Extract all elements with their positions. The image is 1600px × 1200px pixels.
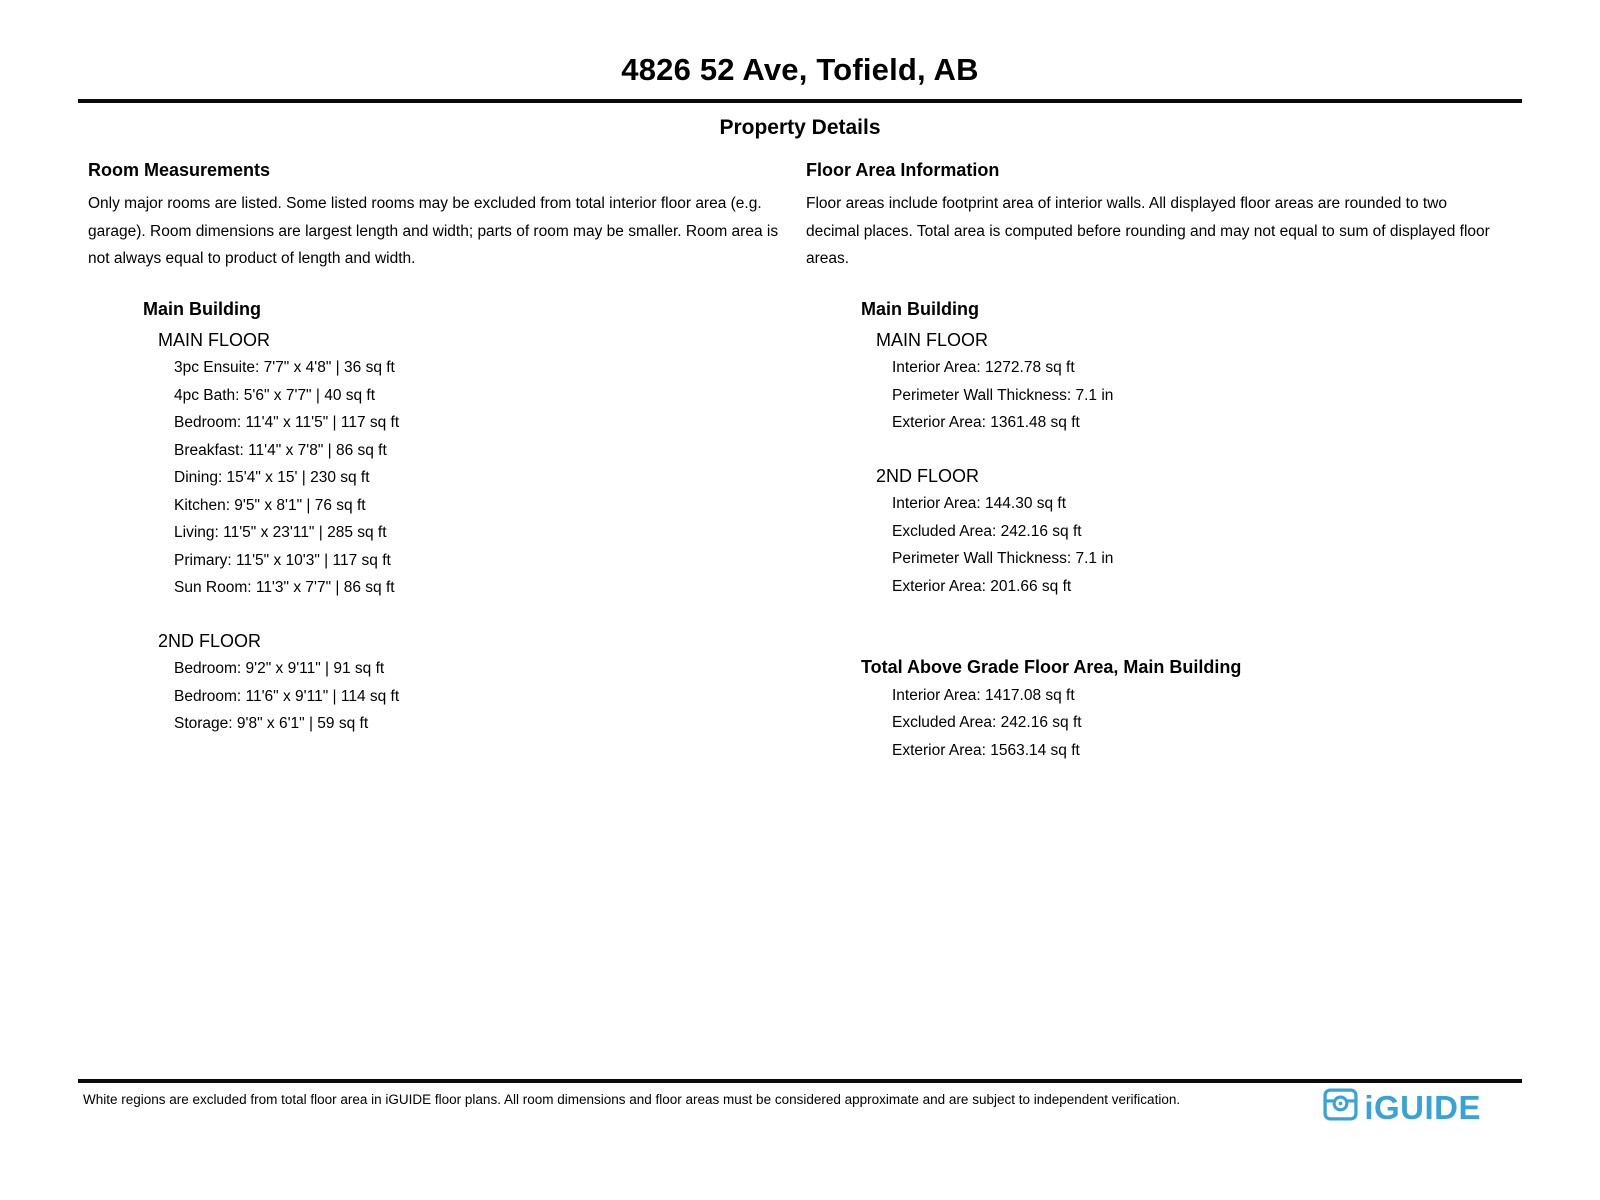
- page-header: [0, 0, 1600, 140]
- floor-stat-item: Excluded Area: 242.16 sq ft: [892, 522, 1082, 540]
- room-measurement-item: Breakfast: 11'4" x 7'8" | 86 sq ft: [174, 441, 387, 459]
- floor-name: MAIN FLOOR: [158, 329, 271, 350]
- floor-stat-list: [892, 490, 1512, 600]
- content-columns: [88, 160, 1512, 764]
- room-measurement-item: Living: 11'5" x 23'11" | 285 sq ft: [174, 524, 387, 541]
- room-measurements-building-block: [143, 299, 806, 738]
- floor-stat-item: Exterior Area: 201.66 sq ft: [892, 577, 1072, 595]
- room-measurements-heading: Room Measurements: [88, 160, 271, 180]
- iguide-logo: [1322, 1086, 1481, 1128]
- floor-name: MAIN FLOOR: [876, 329, 989, 350]
- floor-name: 2ND FLOOR: [876, 465, 980, 486]
- room-measurement-item: Sun Room: 11'3" x 7'7" | 86 sq ft: [174, 579, 395, 596]
- total-stat-list: [892, 682, 1512, 765]
- total-stat-item: Exterior Area: 1563.14 sq ft: [892, 741, 1080, 759]
- room-measurement-item: Dining: 15'4" x 15' | 230 sq ft: [174, 469, 370, 486]
- total-stat-item: Interior Area: 1417.08 sq ft: [892, 686, 1075, 704]
- room-measurement-item: 3pc Ensuite: 7'7" x 4'8" | 36 sq ft: [174, 359, 395, 376]
- room-measurement-item: Kitchen: 9'5" x 8'1" | 76 sq ft: [174, 496, 366, 514]
- room-list: [174, 354, 806, 602]
- room-measurement-item: Bedroom: 9'2" x 9'11" | 91 sq ft: [174, 660, 385, 677]
- floor-area-description: Floor areas include footprint area of interior walls. All displayed floor areas are rounded to two decimal places. Total area is computed before rounding and may not equal to sum of displayed floor areas.: [806, 195, 1490, 267]
- total-above-grade-block: [861, 654, 1512, 764]
- room-measurement-item: 4pc Bath: 5'6" x 7'7" | 40 sq ft: [174, 386, 376, 404]
- header-divider: [78, 99, 1522, 103]
- floor-name: 2ND FLOOR: [158, 630, 262, 651]
- iguide-camera-icon: [1322, 1086, 1359, 1128]
- main-floor-rooms: [158, 327, 806, 602]
- floor-area-information-section: [806, 160, 1512, 764]
- total-stat-item: Excluded Area: 242.16 sq ft: [892, 714, 1082, 731]
- main-floor-areas: [876, 327, 1512, 437]
- floor-stat-item: Interior Area: 1272.78 sq ft: [892, 359, 1075, 376]
- floor-area-building-block: [861, 299, 1512, 601]
- room-measurements-section: [88, 160, 806, 764]
- floor-stat-list: [892, 354, 1512, 437]
- room-measurement-item: Primary: 11'5" x 10'3" | 117 sq ft: [174, 551, 391, 569]
- floor-stat-item: Interior Area: 144.30 sq ft: [892, 495, 1067, 512]
- floor-area-heading: Floor Area Information: [806, 160, 1000, 180]
- floor-stat-item: Exterior Area: 1361.48 sq ft: [892, 414, 1080, 431]
- iguide-logo-text: iGUIDE: [1364, 1088, 1481, 1126]
- room-measurements-description: Only major rooms are listed. Some listed rooms may be excluded from total interior floor area (e.g. garage). Room dimensions are largest length and width; parts of room may be smaller. Room area is not always equal to product of length and width.: [88, 195, 779, 267]
- building-name: Main Building: [143, 298, 261, 319]
- footer-divider: [78, 1079, 1522, 1083]
- page-title: 4826 52 Ave, Tofield, AB: [621, 52, 979, 87]
- floor-stat-item: Perimeter Wall Thickness: 7.1 in: [892, 386, 1114, 404]
- room-measurement-item: Storage: 9'8" x 6'1" | 59 sq ft: [174, 715, 369, 732]
- second-floor-rooms: [158, 628, 806, 738]
- footer-disclaimer: White regions are excluded from total floor area in iGUIDE floor plans. All room dimensions and floor areas must be considered approximate and are subject to independent verification.: [83, 1092, 1181, 1107]
- room-list: [174, 655, 806, 738]
- room-measurement-item: Bedroom: 11'4" x 11'5" | 117 sq ft: [174, 414, 400, 431]
- room-measurement-item: Bedroom: 11'6" x 9'11" | 114 sq ft: [174, 687, 400, 705]
- building-name: Main Building: [861, 298, 979, 319]
- floor-stat-item: Perimeter Wall Thickness: 7.1 in: [892, 550, 1114, 567]
- second-floor-areas: [876, 463, 1512, 601]
- page-subtitle: Property Details: [719, 116, 881, 139]
- total-above-grade-heading: Total Above Grade Floor Area, Main Building: [861, 657, 1242, 677]
